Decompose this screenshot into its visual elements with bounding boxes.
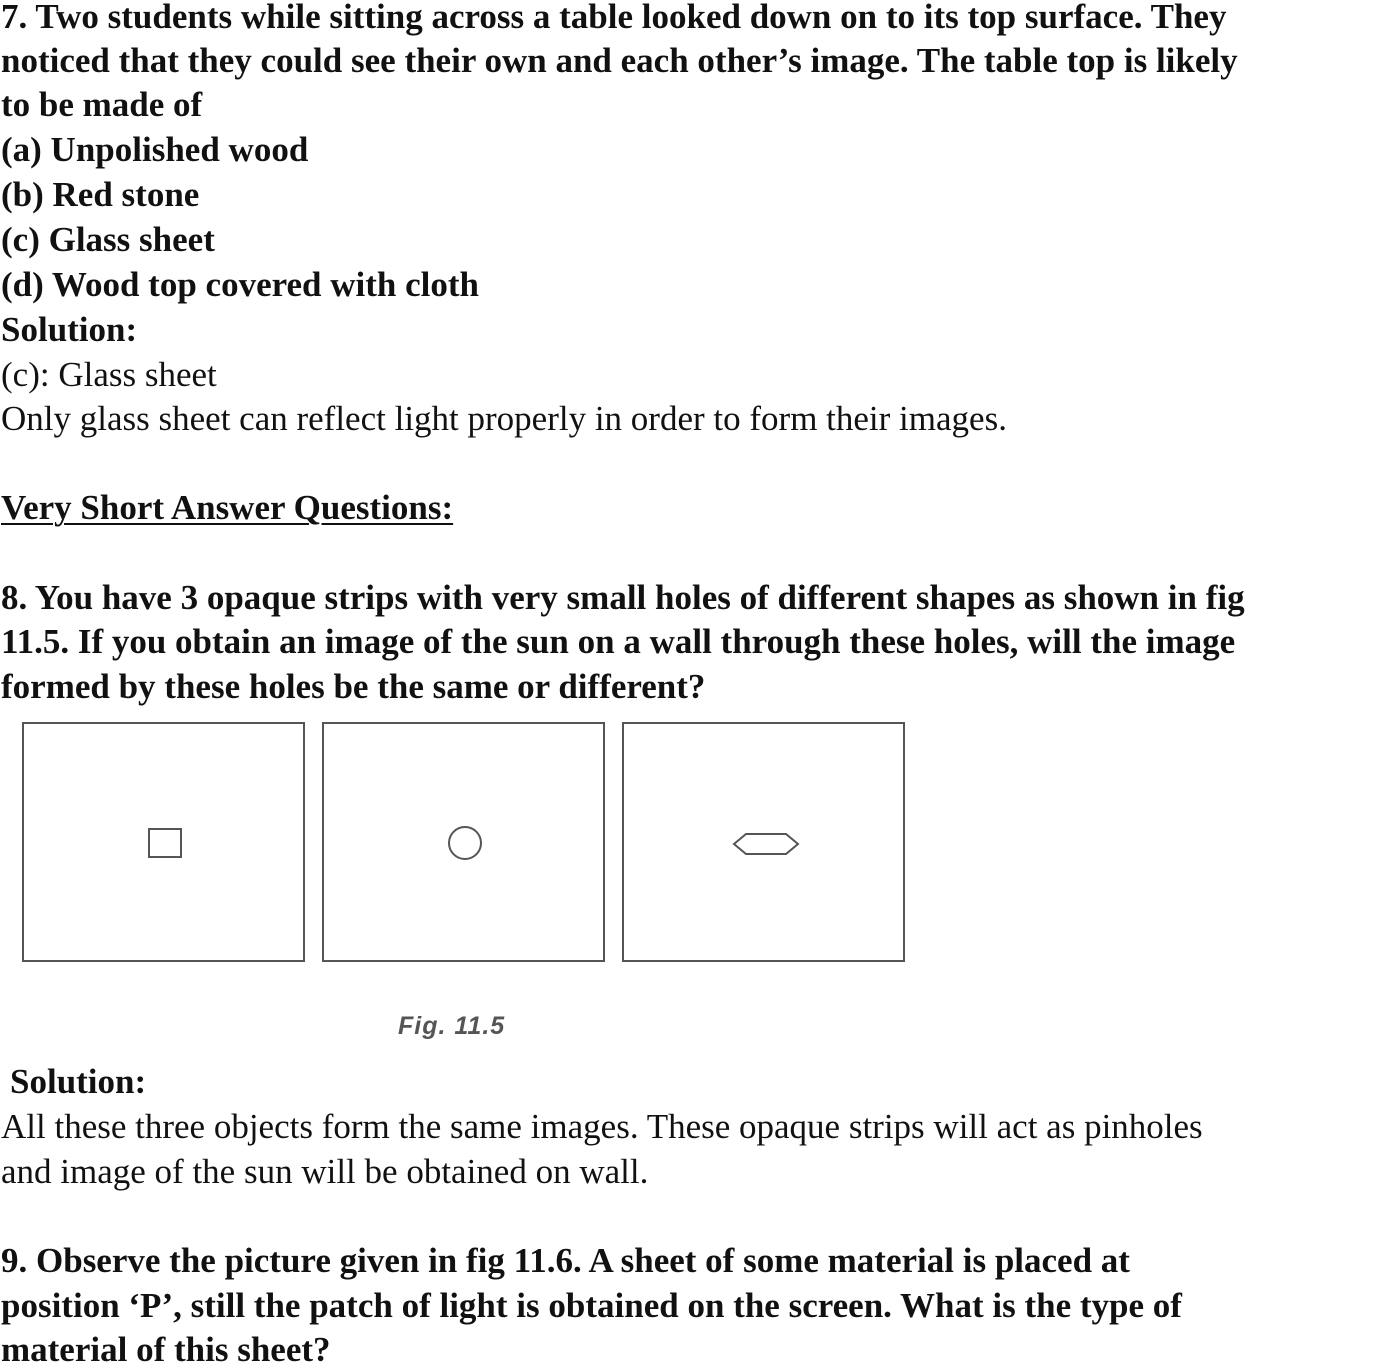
q8-solution-label: Solution: bbox=[10, 1062, 147, 1101]
q7-question-line-2: noticed that they could see their own and each other’s image. The table top is likely bbox=[1, 41, 1238, 80]
q9-question-line-3: material of this sheet? bbox=[1, 1330, 331, 1369]
section-heading: Very Short Answer Questions: bbox=[1, 488, 454, 527]
strip-hexagon bbox=[622, 722, 905, 962]
strip-circle bbox=[322, 722, 605, 962]
figure-caption: Fig. 11.5 bbox=[398, 1012, 506, 1040]
square-hole-icon bbox=[24, 724, 303, 960]
strip-square bbox=[22, 722, 305, 962]
q7-solution-label: Solution: bbox=[1, 310, 138, 349]
circle-hole-icon bbox=[324, 724, 603, 960]
q9-question-line-2: position ‘P’, still the patch of light is obtained on the screen. What is the type of bbox=[1, 1286, 1182, 1325]
q9-question-line-1: 9. Observe the picture given in fig 11.6. A sheet of some material is placed at bbox=[1, 1241, 1130, 1280]
hexagon-hole-icon bbox=[624, 724, 903, 960]
q7-explanation: Only glass sheet can reflect light properly in order to form their images. bbox=[1, 399, 1007, 438]
q7-question-line-3: to be made of bbox=[1, 85, 203, 124]
q7-option-d: (d) Wood top covered with cloth bbox=[1, 265, 480, 304]
q8-solution-line-1: All these three objects form the same images. These opaque strips will act as pinholes bbox=[1, 1107, 1203, 1146]
q7-answer: (c): Glass sheet bbox=[1, 355, 217, 394]
q8-question-line-1: 8. You have 3 opaque strips with very small holes of different shapes as shown in fig bbox=[1, 578, 1245, 617]
q7-option-b: (b) Red stone bbox=[1, 175, 200, 214]
q7-question-line-1: 7. Two students while sitting across a table looked down on to its top surface. They bbox=[1, 0, 1227, 36]
q7-option-a: (a) Unpolished wood bbox=[1, 130, 309, 169]
q8-question-line-2: 11.5. If you obtain an image of the sun on a wall through these holes, will the image bbox=[1, 622, 1236, 661]
q8-solution-line-2: and image of the sun will be obtained on wall. bbox=[1, 1152, 649, 1191]
q7-option-c: (c) Glass sheet bbox=[1, 220, 215, 259]
q8-question-line-3: formed by these holes be the same or different? bbox=[1, 667, 706, 706]
